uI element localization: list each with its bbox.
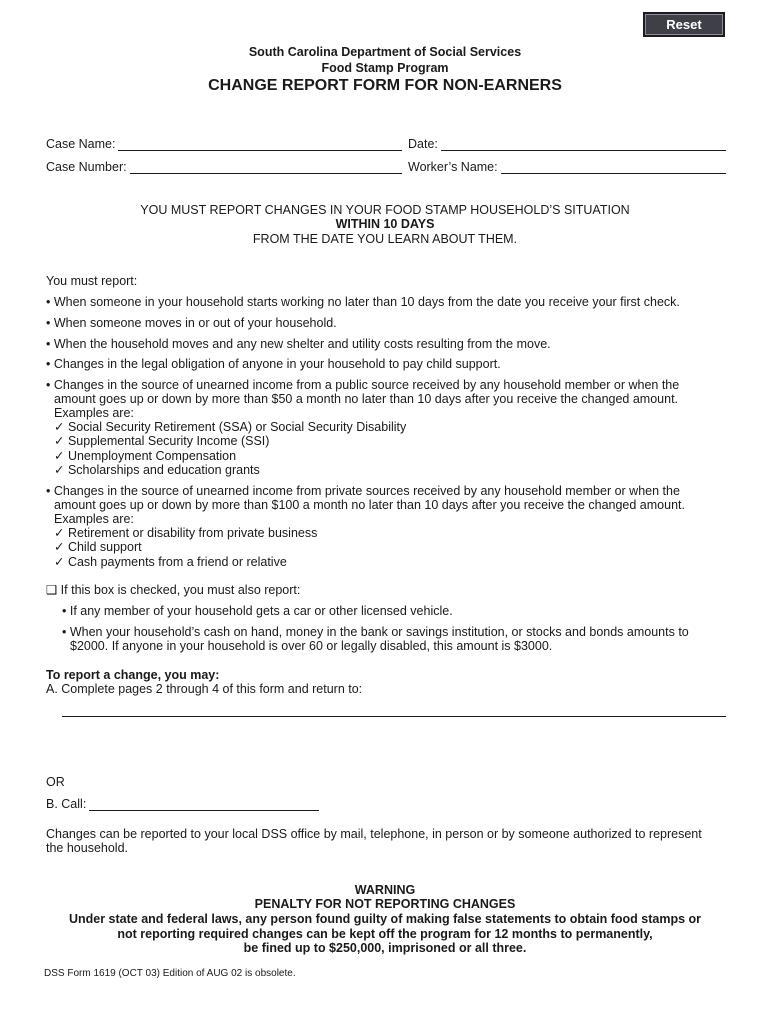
date-label: Date: [408, 137, 438, 151]
reset-button[interactable]: Reset [643, 12, 725, 37]
example-item: ✓ Supplemental Security Income (SSI) [54, 434, 270, 448]
worker-name-label: Worker’s Name: [408, 160, 498, 174]
call-label: B. Call: [46, 797, 87, 811]
box-bullet-vehicle: • If any member of your household gets a car or other licensed vehicle. [62, 604, 453, 618]
notice-line-3: FROM THE DATE YOU LEARN ABOUT THEM. [252, 232, 518, 246]
option-a-text: A. Complete pages 2 through 4 of this form and return to: [46, 682, 363, 696]
case-name-input-line[interactable] [118, 138, 402, 151]
public-income-line-2: amount goes up or down by more than $50 a month no later than 10 days after you receive the changed amount. [54, 392, 679, 406]
bullet-item: • When someone in your household starts working no later than 10 days from the date you receive your first check. [46, 295, 680, 309]
form-title: CHANGE REPORT FORM FOR NON-EARNERS [208, 77, 562, 94]
bullet-item: • Changes in the legal obligation of anyone in your household to pay child support. [46, 357, 501, 371]
example-item: ✓ Scholarships and education grants [54, 463, 260, 477]
bullet-item: • When someone moves in or out of your household. [46, 316, 337, 330]
public-income-examples-label: Examples are: [54, 406, 134, 420]
changes-note-line-1: Changes can be reported to your local DSS office by mail, telephone, in person or by someone authorized to represent [46, 827, 702, 841]
bullet-item: • When the household moves and any new shelter and utility costs resulting from the move. [46, 337, 551, 351]
public-income-line-1: • Changes in the source of unearned income from a public source received by any household member or when the [46, 378, 680, 392]
warning-heading: WARNING [354, 883, 416, 897]
notice-line-1: YOU MUST REPORT CHANGES IN YOUR FOOD STAMP HOUSEHOLD’S SITUATION [140, 203, 630, 217]
private-income-line-2: amount goes up or down by more than $100 a month no later than 10 days after you receive the changed amount. [54, 498, 685, 512]
warning-text-line: Under state and federal laws, any person found guilty of making false statements to obtain food stamps or [68, 912, 702, 926]
date-field[interactable] [408, 137, 726, 151]
box-check-label[interactable]: ❑ If this box is checked, you must also report: [46, 583, 301, 597]
case-number-label: Case Number: [46, 160, 127, 174]
case-name-label: Case Name: [46, 137, 116, 151]
call-field[interactable] [46, 797, 319, 811]
warning-subheading: PENALTY FOR NOT REPORTING CHANGES [254, 897, 516, 911]
date-input-line[interactable] [441, 138, 726, 151]
or-text: OR [46, 775, 65, 789]
program-name: Food Stamp Program [321, 61, 449, 75]
example-item: ✓ Child support [54, 540, 142, 554]
call-input-line[interactable] [89, 798, 319, 811]
private-income-line-1: • Changes in the source of unearned income from private sources received by any household member or when the [46, 484, 680, 498]
case-name-field[interactable] [46, 137, 402, 151]
warning-text-line: not reporting required changes can be kept off the program for 12 months to permanently, [117, 927, 653, 941]
case-number-field[interactable] [46, 160, 402, 174]
warning-text-line: be fined up to $250,000, imprisoned or all three. [243, 941, 527, 955]
report-change-heading: To report a change, you may: [46, 668, 220, 682]
example-item: ✓ Retirement or disability from private business [54, 526, 318, 540]
form-footer: DSS Form 1619 (OCT 03) Edition of AUG 02 is obsolete. [44, 968, 296, 979]
example-item: ✓ Social Security Retirement (SSA) or Social Security Disability [54, 420, 407, 434]
changes-note-line-2: the household. [46, 841, 129, 855]
must-report-heading: You must report: [46, 274, 138, 288]
box-bullet-cash-line-1: • When your household’s cash on hand, money in the bank or savings institution, or stocks and bonds amounts to [62, 625, 689, 639]
example-item: ✓ Cash payments from a friend or relative [54, 555, 287, 569]
box-bullet-cash-line-2: $2000. If anyone in your household is over 60 or legally disabled, this amount is $3000. [70, 639, 553, 653]
agency-name: South Carolina Department of Social Services [248, 45, 522, 59]
worker-name-field[interactable] [408, 160, 726, 174]
private-income-examples-label: Examples are: [54, 512, 134, 526]
return-address-line[interactable] [62, 716, 726, 717]
case-number-input-line[interactable] [130, 161, 402, 174]
notice-line-2: WITHIN 10 DAYS [335, 217, 435, 231]
worker-name-input-line[interactable] [501, 161, 726, 174]
example-item: ✓ Unemployment Compensation [54, 449, 237, 463]
